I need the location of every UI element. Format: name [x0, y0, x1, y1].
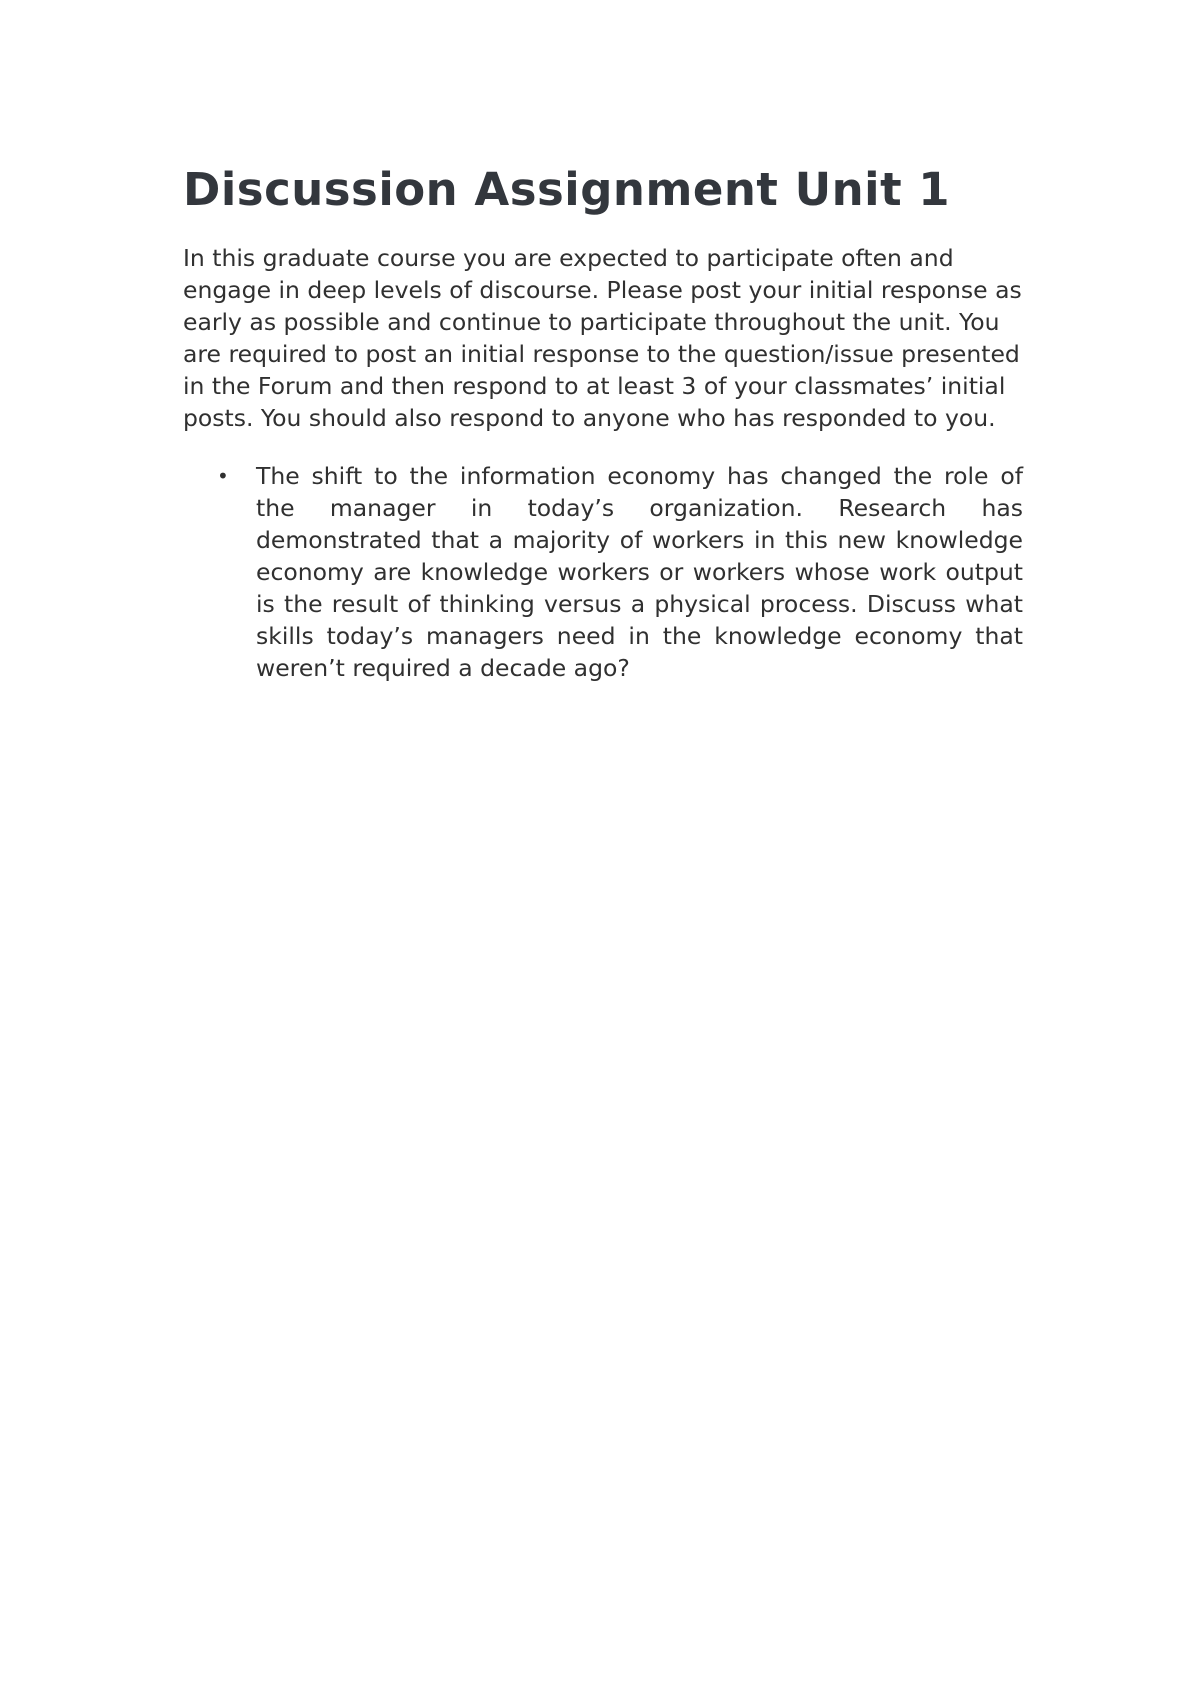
document-content [183, 160, 1023, 684]
question-item [183, 460, 1023, 684]
question-list [183, 460, 1023, 684]
question-text: The shift to the information economy has changed the role of the manager in today’s organization. Research has demonstrated that a majority of workers in this new knowledge economy are knowledge workers or workers whose work output is the result of thinking versus a physical process. Discuss what skills today’s managers need in the knowledge economy that weren’t required a decade ago? [256, 462, 1023, 682]
intro-paragraph: In this graduate course you are expected to participate often and engage in deep levels of discourse. Please post your initial response as early as possible and continue to participate throughout the unit. You are required to post an initial response to the question/issue presented in the Forum and then respond to at least 3 of your classmates’ initial posts. You should also respond to anyone who has responded to you. [183, 244, 1022, 432]
document-title: Discussion Assignment Unit 1 [183, 163, 951, 216]
bullet-icon: • [217, 464, 229, 488]
